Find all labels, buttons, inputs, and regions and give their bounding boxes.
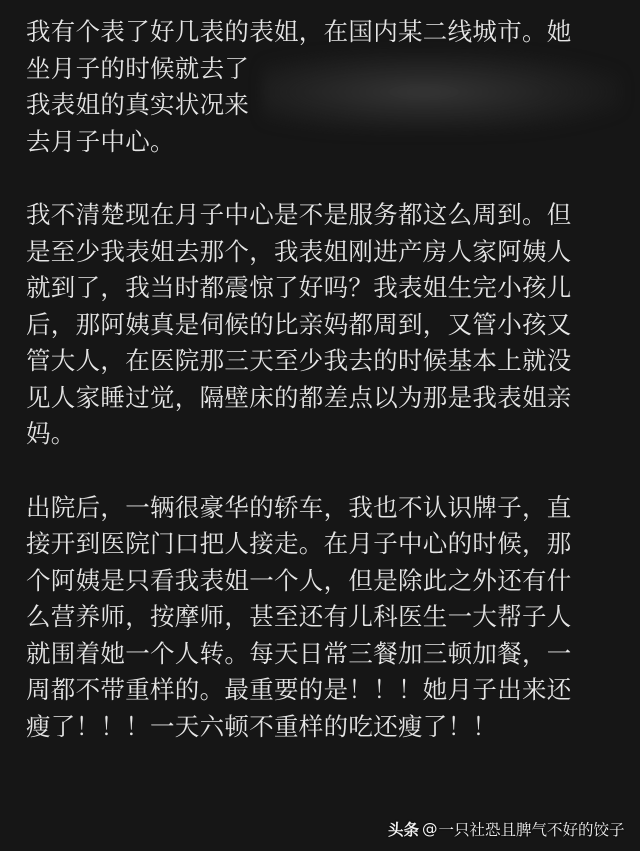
paragraph-gap <box>26 453 618 490</box>
toutiao-watermark <box>388 816 625 842</box>
text-line: 么营养师，按摩师，甚至还有儿科医生一大帮子人 <box>26 602 572 631</box>
text-line: 周都不带重样的。最重要的是！！！她月子出来还 <box>26 675 572 704</box>
watermark-at-sign: @ <box>422 820 438 838</box>
text-line: 我不清楚现在月子中心是不是服务都这么周到。但 <box>26 200 572 229</box>
blurred-redaction <box>262 52 622 132</box>
text-line: 管大人，在医院那三天至少我去的时候基本上就没 <box>26 346 572 375</box>
text-line: 是至少我表姐去那个，我表姐刚进产房人家阿姨人 <box>26 236 572 266</box>
text-line: 坐月子的时候就去了 <box>26 53 250 83</box>
text-line: 去月子中心。 <box>26 126 175 156</box>
paragraph-gap <box>26 160 618 197</box>
text-line: 后，那阿姨真是伺候的比亲妈都周到，又管小孩又 <box>26 309 572 339</box>
watermark-author: 一只社恐且脾气不好的饺子 <box>438 821 625 839</box>
watermark-brand: 头条 <box>388 821 420 839</box>
text-line: 就到了，我当时都震惊了好吗？我表姐生完小孩儿 <box>26 273 572 302</box>
text-line: 见人家睡过觉，隔壁床的都差点以为那是我表姐亲 <box>26 382 572 412</box>
text-line: 接开到医院门口把人接走。在月子中心的时候，那 <box>26 529 572 558</box>
text-line: 出院后，一辆很豪华的轿车，我也不认识牌子，直 <box>26 492 572 522</box>
text-line: 瘦了！！！一天六顿不重样的吃还瘦了！！ <box>26 711 498 741</box>
text-line: 个阿姨是只看我表姐一个人，但是除此之外还有什 <box>26 565 572 595</box>
text-line: 就围着她一个人转。每天日常三餐加三顿加餐，一 <box>26 638 572 668</box>
text-line: 妈。 <box>26 419 76 448</box>
paragraph-2 <box>26 197 618 453</box>
paragraph-3 <box>26 490 618 746</box>
text-line: 我表姐的真实状况来 <box>26 90 250 119</box>
text-line: 我有个表了好几表的表姐，在国内某二线城市。她 <box>26 17 572 46</box>
